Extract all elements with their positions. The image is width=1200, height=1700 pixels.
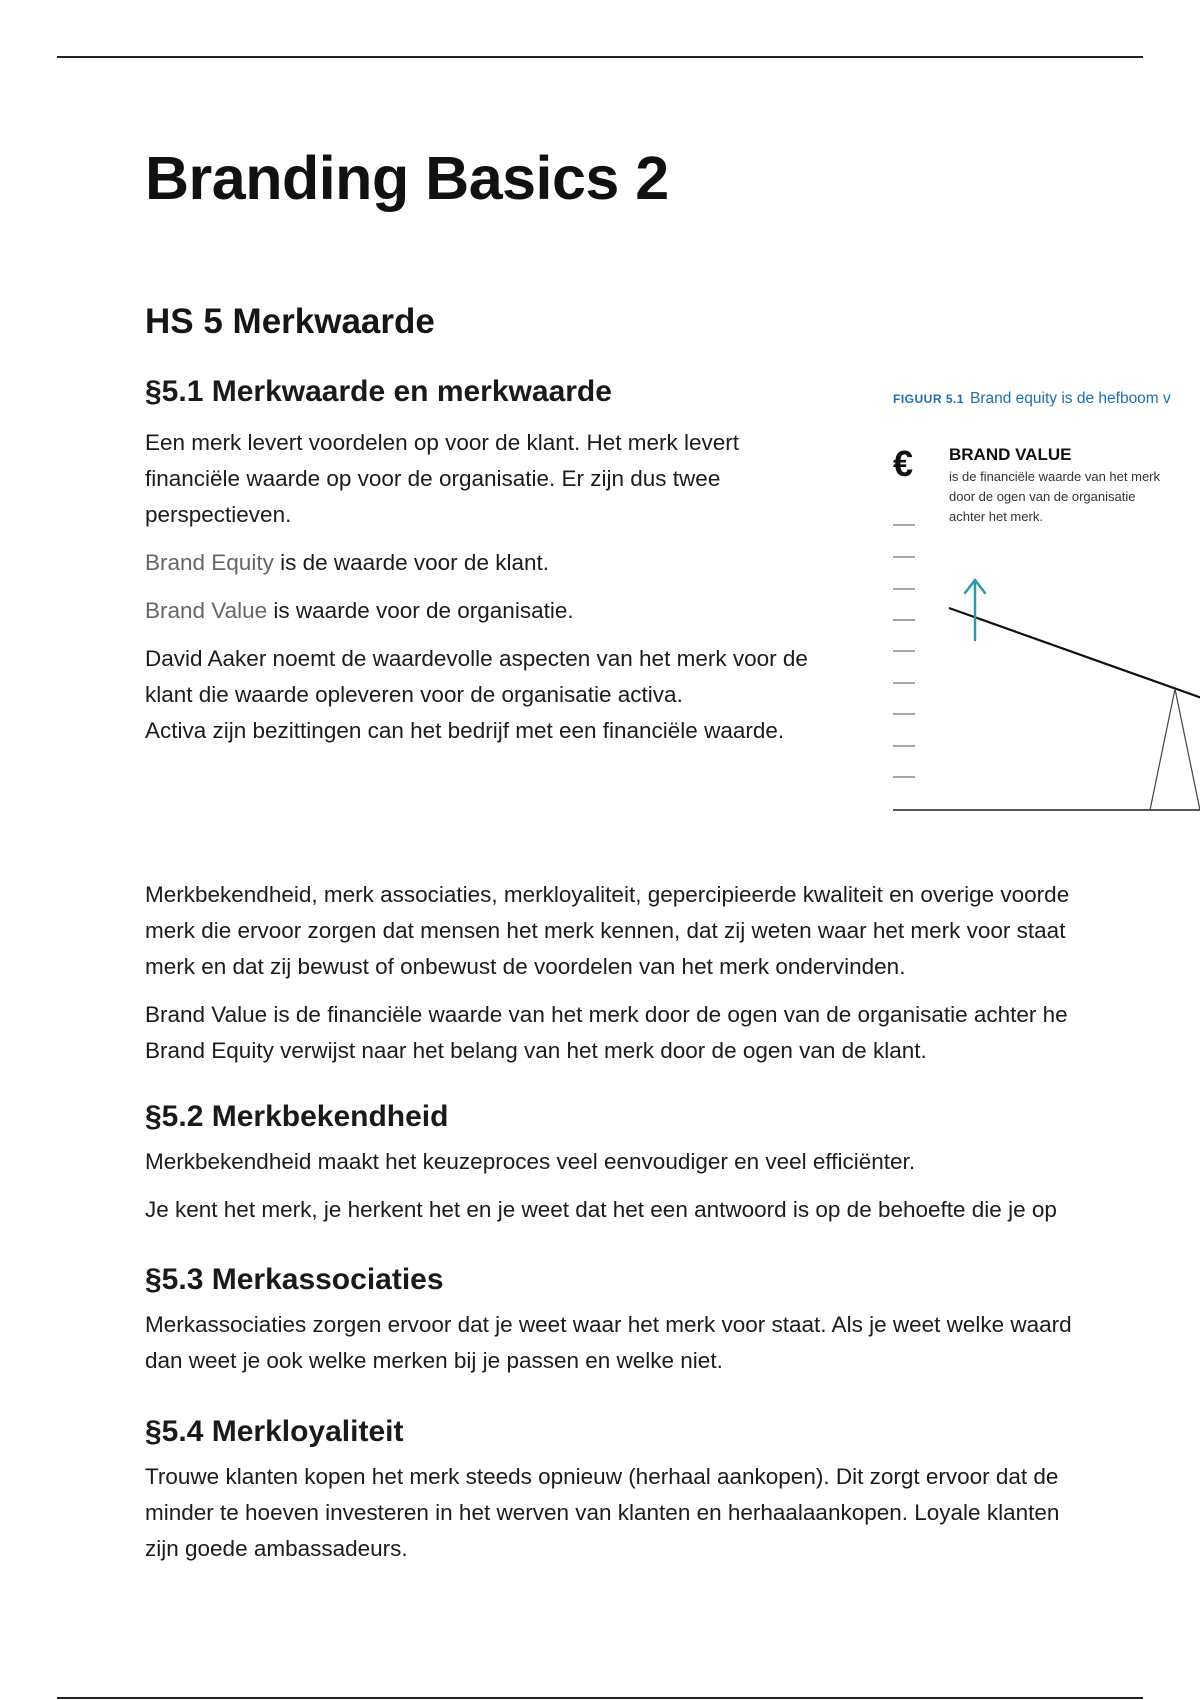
text-line: dan weet je ook welke merken bij je passen en welke niet.	[145, 1348, 723, 1373]
figure-number: FIGUUR 5.1	[893, 392, 965, 406]
section-5-4	[145, 1415, 1059, 1579]
text-line: Merkbekendheid, merk associaties, merkloyaliteit, gepercipieerde kwaliteit en overige voorde	[145, 882, 1070, 907]
figure-description: is de financiële waarde van het merk door de ogen van de organisatie achter het merk.	[949, 469, 1161, 524]
term-brand-equity: Brand Equity	[145, 550, 274, 575]
chapter-heading: HS 5 Merkwaarde	[145, 302, 435, 341]
term-definition: is de waarde voor de klant.	[273, 550, 549, 575]
paragraph: Je kent het merk, je herkent het en je weet dat het een antwoord is op de behoefte die je op	[145, 1197, 1057, 1222]
paragraph	[145, 1307, 1072, 1379]
fulcrum	[1150, 689, 1200, 810]
bottom-rule	[57, 1697, 1143, 1699]
text-line: merk en dat zij bewust of onbewust de voordelen van het merk ondervinden.	[145, 954, 906, 979]
text-line: zijn goede ambassadeurs.	[145, 1536, 408, 1561]
text-line: Trouwe klanten kopen het merk steeds opnieuw (herhaal aankopen). Dit zorgt ervoor dat de	[145, 1464, 1059, 1489]
paragraph	[145, 877, 1069, 985]
text-line: Merkassociaties zorgen ervoor dat je weet waar het merk voor staat. Als je weet welke waard	[145, 1312, 1072, 1337]
paragraph: Activa zijn bezittingen can het bedrijf met een financiële waarde.	[145, 718, 785, 743]
paragraph: Merkbekendheid maakt het keuzeproces veel eenvoudiger en veel efficiënter.	[145, 1149, 916, 1174]
figure-caption-text: Brand equity is de hefboom v	[970, 390, 1171, 407]
section-5-2	[145, 1100, 1057, 1240]
section-heading: §5.4 Merkloyaliteit	[145, 1415, 404, 1448]
section-heading: §5.2 Merkbekendheid	[145, 1100, 449, 1133]
paragraph	[145, 593, 835, 629]
paragraph	[145, 997, 1069, 1069]
paragraph	[145, 1459, 1059, 1567]
text-line: minder te hoeven investeren in het werven van klanten en herhaalaankopen. Loyale klanten	[145, 1500, 1060, 1525]
section-5-3	[145, 1263, 1072, 1391]
euro-icon: €	[893, 443, 914, 484]
term-definition: is waarde voor de organisatie.	[267, 598, 574, 623]
paragraph: Een merk levert voordelen op voor de klant. Het merk levert financiële waarde op voor de organisatie. Er zijn dus twee perspectieven.	[145, 430, 740, 527]
text-line: Brand Value is de financiële waarde van het merk door de ogen van de organisatie achter he	[145, 1002, 1068, 1027]
section-heading: §5.3 Merkassociaties	[145, 1263, 444, 1296]
section-5-1-continued	[145, 877, 1069, 1081]
document-title: Branding Basics 2	[145, 144, 669, 212]
lever-beam	[949, 608, 1200, 702]
text-line: merk die ervoor zorgen dat mensen het merk kennen, dat zij weten waar het merk voor staat	[145, 918, 1066, 943]
text-line: Brand Equity verwijst naar het belang van het merk door de ogen van de klant.	[145, 1038, 927, 1063]
term-brand-value: Brand Value	[145, 598, 268, 623]
section-heading: §5.1 Merkwaarde en merkwaarde	[145, 375, 612, 408]
figure-heading: BRAND VALUE	[949, 445, 1072, 464]
top-rule	[57, 56, 1143, 58]
section-5-1	[145, 375, 835, 761]
paragraph: David Aaker noemt de waardevolle aspecten van het merk voor de klant die waarde opleveren voor de organisatie activa.	[145, 646, 808, 707]
paragraph	[145, 545, 835, 581]
scale-ticks	[893, 525, 915, 777]
figure-brand-equity-lever	[893, 385, 1200, 825]
up-arrow-icon	[965, 580, 985, 640]
